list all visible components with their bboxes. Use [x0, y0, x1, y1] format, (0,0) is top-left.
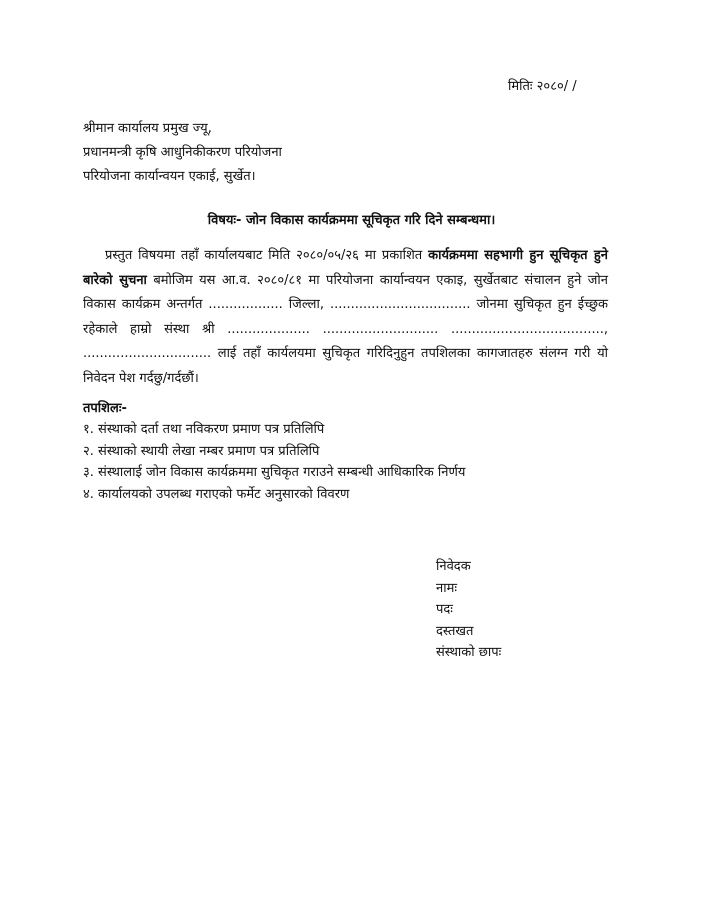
body-paragraph	[83, 244, 608, 391]
signature-line: संस्थाको छापः	[436, 645, 502, 660]
list-item: १. संस्थाको दर्ता तथा नविकरण प्रमाण पत्र प्रतिलिपि	[83, 422, 325, 437]
body-text-1: प्रस्तुत विषयमा तहाँ कार्यालयबाट मिति २०८०/०५/२६ मा प्रकाशित	[105, 248, 429, 263]
list-item: २. संस्थाको स्थायी लेखा नम्बर प्रमाण पत्र प्रतिलिपि	[83, 443, 320, 459]
attachment-list	[83, 419, 465, 505]
list-item: ४. कार्यालयको उपलब्ध गराएको फर्मेट अनुसारको विवरण	[83, 486, 350, 502]
signature-line: नामः	[436, 580, 457, 596]
recipient-line: प्रधानमन्त्री कृषि आधुनिकीकरण परियोजना	[83, 145, 282, 160]
body-bold-text: कार्यक्रममा सहभागी हुन सूचिकृत हुने बारेको सुचना	[83, 248, 608, 288]
signature-line: दस्तखत	[436, 623, 474, 639]
list-item: ३. संस्थालाई जोन विकास कार्यक्रममा सुचिकृत गराउने सम्बन्धी आधिकारिक निर्णय	[83, 465, 466, 480]
signature-line: पदः	[436, 602, 453, 617]
subject-line: विषयः- जोन विकास कार्यक्रममा सूचिकृत गरि दिने सम्बन्धमा।	[207, 213, 496, 228]
list-title: तपशिलः-	[83, 401, 127, 416]
recipient-line: श्रीमान कार्यालय प्रमुख ज्यू,	[83, 121, 212, 136]
date-line: मितिः २०८०/ /	[508, 79, 577, 94]
recipient-line: परियोजना कार्यान्वयन एकाई, सुर्खेत।	[83, 169, 256, 184]
signature-block	[436, 556, 501, 664]
body-text-2: बमोजिम यस आ.व. २०८०/८१ मा परियोजना कार्यान्वयन एकाइ, सुर्खेतबाट संचालन हुने जोन विकास कार्यक्रम अन्तर्गत .................. जिल्ला, .................................. जोनमा सुचिकृत हुन ईच्छुक रहेकाले हाम्रो संस्था श्री .................... ............................ ....................................., ............................... लाई तहाँ कार्यलयमा सुचिकृत गरिदिनुहुन तपशिलका कागजातहरु संलग्न गरी यो निवेदन पेश गर्दछु/गर्दछौं।	[83, 272, 608, 386]
recipient-block	[83, 117, 282, 189]
signature-line: निवेदक	[436, 559, 471, 574]
